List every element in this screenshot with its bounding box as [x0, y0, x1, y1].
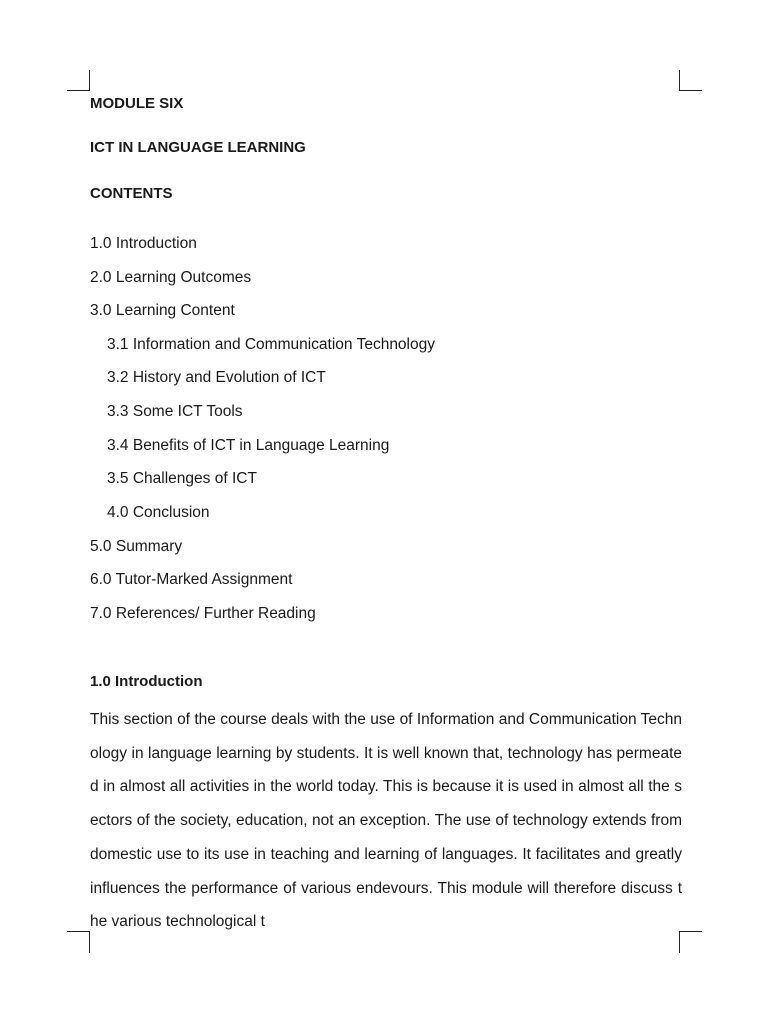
crop-mark-top-left-horizontal: [67, 90, 90, 91]
section-heading: 1.0 Introduction: [90, 673, 203, 690]
toc-item: 6.0 Tutor-Marked Assignment: [90, 571, 293, 588]
crop-mark-bottom-right-horizontal: [679, 931, 702, 932]
toc-item: 7.0 References/ Further Reading: [90, 605, 316, 622]
crop-mark-bottom-left-horizontal: [67, 931, 90, 932]
section-body: This section of the course deals with the use of Information and Communication Technology in language learning by students. It is well known that, technology has permeated in almost all activities in the world today. This is because it is used in almost all the sectors of the society, education, not an exception. The use of technology extends from domestic use to its use in teaching and learning of languages. It facilitates and greatly influences the performance of various endevours. This module will therefore discuss the various technological t: [90, 711, 682, 931]
crop-mark-top-right-vertical: [679, 70, 680, 91]
toc-subitem: 3.1 Information and Communication Technology: [107, 336, 435, 353]
module-title: ICT IN LANGUAGE LEARNING: [90, 139, 306, 156]
crop-mark-top-right-horizontal: [679, 90, 702, 91]
toc-item: 1.0 Introduction: [90, 235, 197, 252]
toc-subitem: 3.4 Benefits of ICT in Language Learning: [107, 437, 390, 454]
crop-mark-top-left-vertical: [89, 70, 90, 91]
toc-subitem: 3.2 History and Evolution of ICT: [107, 369, 326, 386]
module-label: MODULE SIX: [90, 95, 184, 112]
contents-heading: CONTENTS: [90, 185, 173, 202]
toc-item: 5.0 Summary: [90, 538, 183, 555]
toc-subitem: 3.3 Some ICT Tools: [107, 403, 243, 420]
toc-item: 2.0 Learning Outcomes: [90, 269, 252, 286]
toc-item: 3.0 Learning Content: [90, 302, 235, 319]
toc-subitem: 3.5 Challenges of ICT: [107, 470, 257, 487]
toc-subitem: 4.0 Conclusion: [107, 504, 210, 521]
